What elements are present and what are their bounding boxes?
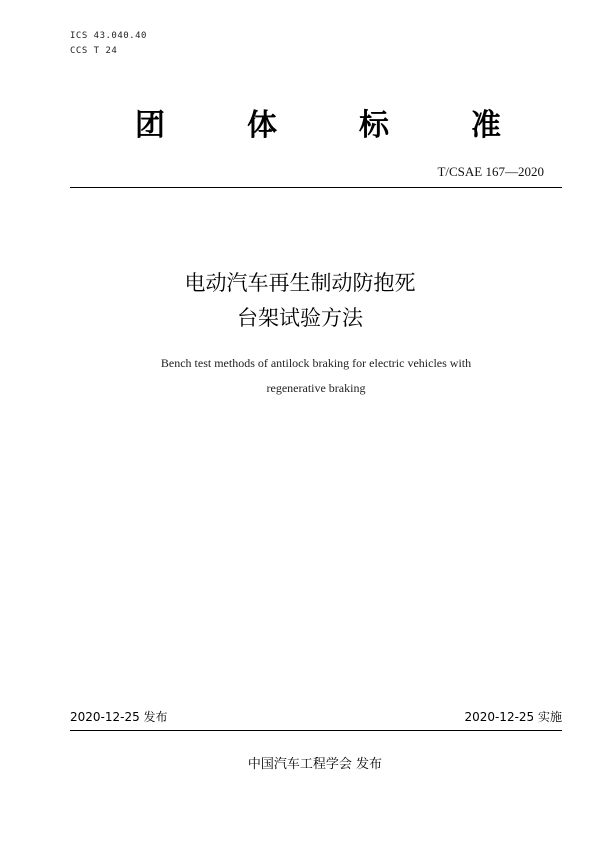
english-title-line-2: regenerative braking — [266, 381, 366, 395]
chinese-title — [0, 266, 600, 336]
heading-char-4: 准 — [471, 108, 501, 143]
implementation-date: 2020-12-25 实施 — [464, 710, 562, 724]
heading-char-3: 标 — [359, 108, 389, 143]
chinese-title-line-2: 台架试验方法 — [237, 306, 363, 330]
standard-type-heading — [135, 106, 501, 146]
classification-codes — [70, 29, 147, 59]
english-title-line-1: Bench test methods of antilock braking for electric vehicles with — [160, 356, 472, 370]
bottom-divider — [70, 730, 562, 731]
ics-code: ICS 43.040.40 — [70, 31, 147, 41]
heading-char-2: 体 — [247, 108, 277, 143]
ccs-code: CCS T 24 — [70, 46, 118, 56]
heading-char-1: 团 — [135, 108, 165, 143]
publisher-line: 中国汽车工程学会 发布 — [247, 757, 383, 772]
chinese-title-line-1: 电动汽车再生制动防抱死 — [184, 271, 416, 295]
top-divider — [70, 187, 562, 188]
date-row — [70, 708, 562, 726]
english-title — [0, 351, 600, 401]
standard-number: T/CSAE 167—2020 — [437, 164, 544, 179]
publish-date: 2020-12-25 发布 — [70, 710, 168, 724]
